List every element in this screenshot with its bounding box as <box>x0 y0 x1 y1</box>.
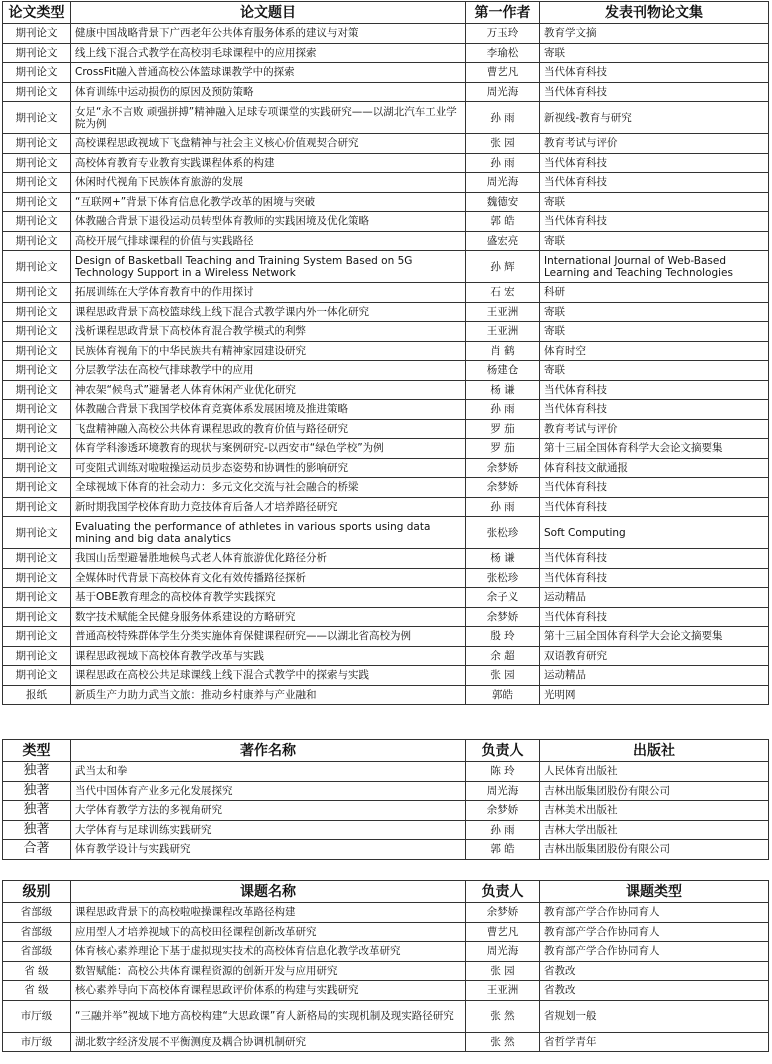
paper-title: 分层教学法在高校气排球教学中的应用 <box>71 361 466 381</box>
paper-title: 数字技术赋能全民健身服务体系建设的方略研究 <box>71 607 466 627</box>
paper-title: 课程思政视域下高校体育教学改革与实践 <box>71 646 466 666</box>
paper-author: 孙 雨 <box>466 497 540 517</box>
project-row <box>3 961 769 981</box>
paper-type: 期刊论文 <box>3 43 71 63</box>
project-level: 省 级 <box>3 981 71 1001</box>
book-row <box>3 762 769 782</box>
paper-title: 我国山岳型避暑胜地候鸟式老人体育旅游优化路径分析 <box>71 549 466 569</box>
project-title: 课程思政背景下的高校啦啦操课程改革路径构建 <box>71 903 466 923</box>
paper-author: 杨 谦 <box>466 380 540 400</box>
project-level: 省 级 <box>3 961 71 981</box>
paper-type: 期刊论文 <box>3 458 71 478</box>
paper-type: 期刊论文 <box>3 192 71 212</box>
project-title: 体育核心素养理论下基于虚拟现实技术的高校体育信息化教学改革研究 <box>71 942 466 962</box>
book-type: 独著 <box>3 820 71 840</box>
paper-journal: 当代体育科技 <box>540 568 769 588</box>
paper-row <box>3 134 769 154</box>
paper-type: 期刊论文 <box>3 24 71 44</box>
paper-type: 期刊论文 <box>3 549 71 569</box>
paper-title: 神农架“候鸟式”避暑老人体育休闲产业优化研究 <box>71 380 466 400</box>
project-category: 省教改 <box>540 981 769 1001</box>
project-owner: 王亚洲 <box>466 981 540 1001</box>
paper-type: 期刊论文 <box>3 497 71 517</box>
paper-row <box>3 251 769 283</box>
paper-author: 肖 鹤 <box>466 341 540 361</box>
paper-journal: 寄联 <box>540 43 769 63</box>
book-row <box>3 840 769 860</box>
project-title: 核心素养导向下高校体育课程思政评价体系的构建与实践研究 <box>71 981 466 1001</box>
paper-author: 孙 雨 <box>466 400 540 420</box>
paper-journal: 运动精品 <box>540 588 769 608</box>
paper-row <box>3 685 769 705</box>
paper-title: CrossFit融入普通高校公体篮球课教学中的探索 <box>71 63 466 83</box>
project-title: 湖北数字经济发展不平衡测度及耦合协调机制研究 <box>71 1032 466 1052</box>
project-row <box>3 903 769 923</box>
paper-author: 魏德安 <box>466 192 540 212</box>
paper-journal: 教育学文摘 <box>540 24 769 44</box>
paper-row <box>3 419 769 439</box>
paper-journal: 寄联 <box>540 192 769 212</box>
paper-title: 休闲时代视角下民族体育旅游的发展 <box>71 173 466 193</box>
paper-author: 余梦娇 <box>466 478 540 498</box>
paper-row <box>3 212 769 232</box>
paper-type: 期刊论文 <box>3 134 71 154</box>
paper-type: 期刊论文 <box>3 102 71 134</box>
paper-row <box>3 283 769 303</box>
project-row <box>3 1032 769 1052</box>
paper-author: 盛宏亮 <box>466 231 540 251</box>
paper-title: 体教融合背景下退役运动员转型体育教师的实践困境及优化策略 <box>71 212 466 232</box>
paper-journal: 寄联 <box>540 361 769 381</box>
paper-title: 健康中国战略背景下广西老年公共体育服务体系的建议与对策 <box>71 24 466 44</box>
paper-title: 新时期我国学校体育助力竞技体育后备人才培养路径研究 <box>71 497 466 517</box>
paper-journal: 当代体育科技 <box>540 153 769 173</box>
paper-row <box>3 361 769 381</box>
paper-author: 余梦娇 <box>466 607 540 627</box>
paper-title: 体育学科渗透环境教育的现状与案例研究-以西安市“绿色学校”为例 <box>71 439 466 459</box>
paper-row <box>3 43 769 63</box>
paper-author: 孙 雨 <box>466 102 540 134</box>
paper-type: 期刊论文 <box>3 627 71 647</box>
papers-header-author: 第一作者 <box>466 2 540 24</box>
paper-row <box>3 588 769 608</box>
books-header-owner: 负责人 <box>466 740 540 762</box>
paper-journal: 当代体育科技 <box>540 173 769 193</box>
paper-journal: 寄联 <box>540 231 769 251</box>
paper-author: 余子义 <box>466 588 540 608</box>
paper-journal: 第十三届全国体育科学大会论文摘要集 <box>540 627 769 647</box>
project-title: 应用型人才培养视域下的高校田径课程创新改革研究 <box>71 922 466 942</box>
paper-journal: 第十三届全国体育科学大会论文摘要集 <box>540 439 769 459</box>
paper-type: 期刊论文 <box>3 251 71 283</box>
paper-type: 期刊论文 <box>3 302 71 322</box>
paper-author: 余 超 <box>466 646 540 666</box>
paper-journal: 体育科技文献通报 <box>540 458 769 478</box>
paper-journal: 当代体育科技 <box>540 497 769 517</box>
paper-type: 期刊论文 <box>3 63 71 83</box>
papers-header-journal: 发表刊物论文集 <box>540 2 769 24</box>
project-category: 省教改 <box>540 961 769 981</box>
project-category: 教育部产学合作协同育人 <box>540 922 769 942</box>
book-title: 体育教学设计与实践研究 <box>71 840 466 860</box>
projects-header-level: 级别 <box>3 881 71 903</box>
paper-journal: 教育考试与评价 <box>540 419 769 439</box>
book-publisher: 吉林出版集团股份有限公司 <box>540 781 769 801</box>
paper-title: “互联网+”背景下体育信息化教学改革的困境与突破 <box>71 192 466 212</box>
book-row <box>3 801 769 821</box>
book-publisher: 吉林美术出版社 <box>540 801 769 821</box>
books-table <box>2 739 769 860</box>
projects-header-category: 课题类型 <box>540 881 769 903</box>
paper-author: 周光海 <box>466 173 540 193</box>
project-level: 省部级 <box>3 903 71 923</box>
paper-title: 普通高校特殊群体学生分类实施体育保健课程研究——以湖北省高校为例 <box>71 627 466 647</box>
book-title: 大学体育与足球训练实践研究 <box>71 820 466 840</box>
paper-journal: 运动精品 <box>540 666 769 686</box>
paper-author: 郭 皓 <box>466 212 540 232</box>
project-owner: 余梦娇 <box>466 903 540 923</box>
paper-type: 期刊论文 <box>3 341 71 361</box>
paper-type: 期刊论文 <box>3 82 71 102</box>
paper-journal: 当代体育科技 <box>540 82 769 102</box>
paper-journal: 寄联 <box>540 322 769 342</box>
paper-title: 体育训练中运动损伤的原因及预防策略 <box>71 82 466 102</box>
paper-row <box>3 568 769 588</box>
paper-author: 王亚洲 <box>466 322 540 342</box>
paper-title: 高校开展气排球课程的价值与实践路径 <box>71 231 466 251</box>
paper-journal: 当代体育科技 <box>540 212 769 232</box>
projects-header-row <box>3 881 769 903</box>
book-title: 武当太和拳 <box>71 762 466 782</box>
book-publisher: 人民体育出版社 <box>540 762 769 782</box>
paper-type: 期刊论文 <box>3 646 71 666</box>
paper-title: 基于OBE教育理念的高校体育教学实践探究 <box>71 588 466 608</box>
book-owner: 陈 玲 <box>466 762 540 782</box>
book-publisher: 吉林出版集团股份有限公司 <box>540 840 769 860</box>
paper-title: Evaluating the performance of athletes in various sports using data mining and big data analytics <box>71 517 466 549</box>
paper-row <box>3 173 769 193</box>
books-header-type: 类型 <box>3 740 71 762</box>
paper-type: 期刊论文 <box>3 212 71 232</box>
paper-type: 期刊论文 <box>3 283 71 303</box>
paper-title: 可变阻式训练对啦啦操运动员步态姿势和协调性的影响研究 <box>71 458 466 478</box>
paper-author: 张松珍 <box>466 568 540 588</box>
paper-type: 期刊论文 <box>3 478 71 498</box>
book-type: 独著 <box>3 801 71 821</box>
project-owner: 周光海 <box>466 942 540 962</box>
paper-author: 石 宏 <box>466 283 540 303</box>
paper-title: 课程思政背景下高校篮球线上线下混合式教学课内外一体化研究 <box>71 302 466 322</box>
paper-type: 期刊论文 <box>3 666 71 686</box>
paper-type: 报纸 <box>3 685 71 705</box>
paper-journal: 双语教育研究 <box>540 646 769 666</box>
papers-table <box>2 1 769 705</box>
project-category: 省哲学青年 <box>540 1032 769 1052</box>
project-category: 省规划一般 <box>540 1000 769 1032</box>
paper-row <box>3 400 769 420</box>
paper-row <box>3 302 769 322</box>
paper-type: 期刊论文 <box>3 439 71 459</box>
paper-author: 殷 玲 <box>466 627 540 647</box>
project-category: 教育部产学合作协同育人 <box>540 942 769 962</box>
paper-title: 女足“永不言败 顽强拼搏”精神融入足球专项课堂的实践研究——以湖北汽车工业学院为例 <box>71 102 466 134</box>
paper-row <box>3 341 769 361</box>
papers-header-row <box>3 2 769 24</box>
book-publisher: 吉林大学出版社 <box>540 820 769 840</box>
paper-type: 期刊论文 <box>3 361 71 381</box>
paper-journal: 当代体育科技 <box>540 380 769 400</box>
books-header-row <box>3 740 769 762</box>
paper-author: 郭皓 <box>466 685 540 705</box>
project-row <box>3 981 769 1001</box>
project-row <box>3 922 769 942</box>
book-row <box>3 781 769 801</box>
paper-row <box>3 497 769 517</box>
book-owner: 郭 皓 <box>466 840 540 860</box>
paper-author: 孙 辉 <box>466 251 540 283</box>
books-header-title: 著作名称 <box>71 740 466 762</box>
project-owner: 曹艺凡 <box>466 922 540 942</box>
paper-journal: 寄联 <box>540 302 769 322</box>
project-owner: 张 然 <box>466 1032 540 1052</box>
project-level: 省部级 <box>3 942 71 962</box>
paper-type: 期刊论文 <box>3 322 71 342</box>
paper-journal: 当代体育科技 <box>540 607 769 627</box>
paper-author: 曹艺凡 <box>466 63 540 83</box>
paper-row <box>3 153 769 173</box>
paper-journal: 当代体育科技 <box>540 549 769 569</box>
paper-row <box>3 666 769 686</box>
paper-title: 全媒体时代背景下高校体育文化有效传播路径探析 <box>71 568 466 588</box>
paper-author: 罗 茄 <box>466 419 540 439</box>
paper-type: 期刊论文 <box>3 419 71 439</box>
paper-author: 张 园 <box>466 134 540 154</box>
book-owner: 周光海 <box>466 781 540 801</box>
paper-author: 周光海 <box>466 82 540 102</box>
book-owner: 余梦娇 <box>466 801 540 821</box>
projects-table <box>2 880 769 1052</box>
paper-row <box>3 478 769 498</box>
book-title: 大学体育教学方法的多视角研究 <box>71 801 466 821</box>
book-type: 独著 <box>3 781 71 801</box>
paper-journal: 教育考试与评价 <box>540 134 769 154</box>
paper-journal: 光明网 <box>540 685 769 705</box>
paper-author: 罗 茄 <box>466 439 540 459</box>
paper-row <box>3 231 769 251</box>
book-type: 独著 <box>3 762 71 782</box>
paper-type: 期刊论文 <box>3 380 71 400</box>
paper-title: 高校体育教育专业教育实践课程体系的构建 <box>71 153 466 173</box>
paper-type: 期刊论文 <box>3 231 71 251</box>
paper-author: 张 园 <box>466 666 540 686</box>
book-row <box>3 820 769 840</box>
paper-type: 期刊论文 <box>3 400 71 420</box>
paper-title: Design of Basketball Teaching and Training System Based on 5G Technology Support in a Wireless Network <box>71 251 466 283</box>
paper-author: 杨 谦 <box>466 549 540 569</box>
paper-title: 飞盘精神融入高校公共体育课程思政的教育价值与路径研究 <box>71 419 466 439</box>
paper-row <box>3 322 769 342</box>
paper-author: 张松珍 <box>466 517 540 549</box>
project-title: “三融并举”视域下地方高校构建“大思政课”育人新格局的实现机制及现实路径研究 <box>71 1000 466 1032</box>
paper-journal: Soft Computing <box>540 517 769 549</box>
project-level: 省部级 <box>3 922 71 942</box>
paper-title: 体教融合背景下我国学校体育竞赛体系发展困境及推进策略 <box>71 400 466 420</box>
paper-type: 期刊论文 <box>3 517 71 549</box>
paper-journal: 科研 <box>540 283 769 303</box>
project-level: 市厅级 <box>3 1032 71 1052</box>
papers-header-type: 论文类型 <box>3 2 71 24</box>
paper-row <box>3 82 769 102</box>
paper-row <box>3 549 769 569</box>
paper-journal: 当代体育科技 <box>540 400 769 420</box>
project-owner: 张 园 <box>466 961 540 981</box>
paper-journal: 新视线-教育与研究 <box>540 102 769 134</box>
paper-row <box>3 607 769 627</box>
paper-journal: 体育时空 <box>540 341 769 361</box>
paper-row <box>3 102 769 134</box>
book-title: 当代中国体育产业多元化发展探究 <box>71 781 466 801</box>
paper-title: 全球视域下体育的社会动力：多元文化交流与社会融合的桥梁 <box>71 478 466 498</box>
paper-author: 杨建仓 <box>466 361 540 381</box>
book-owner: 孙 雨 <box>466 820 540 840</box>
project-row <box>3 942 769 962</box>
paper-author: 万玉玲 <box>466 24 540 44</box>
paper-author: 孙 雨 <box>466 153 540 173</box>
paper-title: 新质生产力助力武当文旅：推动乡村康养与产业融和 <box>71 685 466 705</box>
paper-row <box>3 646 769 666</box>
paper-row <box>3 439 769 459</box>
paper-author: 余梦娇 <box>466 458 540 478</box>
paper-row <box>3 192 769 212</box>
paper-journal: 当代体育科技 <box>540 63 769 83</box>
paper-journal: 当代体育科技 <box>540 478 769 498</box>
project-level: 市厅级 <box>3 1000 71 1032</box>
paper-author: 王亚洲 <box>466 302 540 322</box>
paper-title: 拓展训练在大学体育教育中的作用探讨 <box>71 283 466 303</box>
paper-journal: International Journal of Web-Based Learning and Teaching Technologies <box>540 251 769 283</box>
projects-header-title: 课题名称 <box>71 881 466 903</box>
project-row <box>3 1000 769 1032</box>
papers-header-title: 论文题目 <box>71 2 466 24</box>
paper-title: 课程思政在高校公共足球课线上线下混合式教学中的探索与实践 <box>71 666 466 686</box>
paper-type: 期刊论文 <box>3 568 71 588</box>
paper-row <box>3 517 769 549</box>
paper-title: 线上线下混合式教学在高校羽毛球课程中的应用探索 <box>71 43 466 63</box>
paper-row <box>3 627 769 647</box>
projects-header-owner: 负责人 <box>466 881 540 903</box>
paper-type: 期刊论文 <box>3 607 71 627</box>
books-header-publisher: 出版社 <box>540 740 769 762</box>
paper-row <box>3 63 769 83</box>
paper-row <box>3 458 769 478</box>
paper-type: 期刊论文 <box>3 588 71 608</box>
project-owner: 张 然 <box>466 1000 540 1032</box>
paper-row <box>3 24 769 44</box>
paper-author: 李瑜松 <box>466 43 540 63</box>
paper-type: 期刊论文 <box>3 153 71 173</box>
project-title: 数智赋能：高校公共体育课程资源的创新开发与应用研究 <box>71 961 466 981</box>
paper-title: 民族体育视角下的中华民族共有精神家园建设研究 <box>71 341 466 361</box>
paper-title: 高校课程思政视域下飞盘精神与社会主义核心价值观契合研究 <box>71 134 466 154</box>
book-type: 合著 <box>3 840 71 860</box>
project-category: 教育部产学合作协同育人 <box>540 903 769 923</box>
paper-type: 期刊论文 <box>3 173 71 193</box>
paper-title: 浅析课程思政背景下高校体育混合教学模式的利弊 <box>71 322 466 342</box>
paper-row <box>3 380 769 400</box>
